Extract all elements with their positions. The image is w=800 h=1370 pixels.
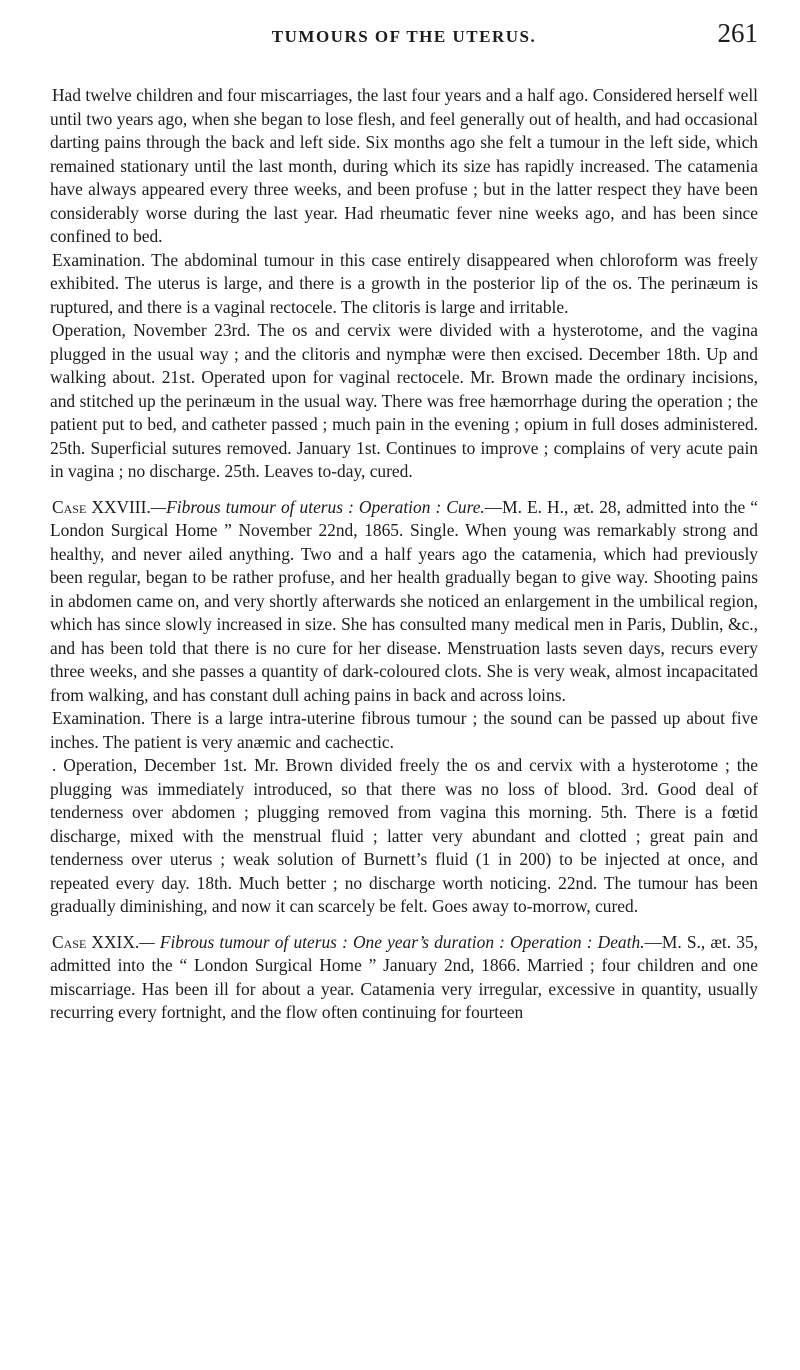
body-text xyxy=(50,84,758,1025)
running-header xyxy=(50,0,758,50)
running-title: TUMOURS OF THE UTERUS. xyxy=(271,27,537,46)
case-28-intro: —M. E. H., æt. 28, admitted into the “ London Surgical Home ” November 22nd, 1865. Single. When young was remarkably strong and healthy, and never ailed anything. Two and a half years ago the catamenia, which had previously been regular, began to be rather profuse, and her health gradually began to give way. Shooting pains in abdomen came on, and very shortly afterwards she noticed an enlargement in the umbilical region, which has since slowly increased in size. She has consulted many medical men in Paris, Dublin, &c., and has been told that there is no cure for her disease. Menstruation lasts seven days, recurs every three weeks, and she passes a quantity of dark-coloured clots. She is very weak, almost incapacitated from walking, and has constant dull aching pains in back and across loins. xyxy=(50,496,758,705)
case-28-examination: Examination. There is a large intra-uterine fibrous tumour ; the sound can be passed up about five inches. The patient is very anæmic and cachectic. xyxy=(50,708,758,752)
case-29-heading-paragraph xyxy=(50,931,758,1025)
case-29-intro: —M. S., æt. 35, admitted into the “ London Surgical Home ” January 2nd, 1866. Married ; four children and one miscarriage. Has been ill for about a year. Catamenia very irregular, excessive in quantity, usually recurring every fortnight, and the flow often continuing for fourteen xyxy=(50,931,758,1022)
paragraph-operation: Operation, November 23rd. The os and cervix were divided with a hysterotome, and the vagina plugged in the usual way ; and the clitoris and nymphæ were then excised. December 18th. Up and walking about. 21st. Operated upon for vaginal rectocele. Mr. Brown made the ordinary incisions, and stitched up the perinæum in the usual way. There was free hæmorrhage during the operation ; the patient put to bed, and catheter passed ; much pain in the evening ; opium in full doses administered. 25th. Superficial sutures removed. January 1st. Continues to improve ; complains of very acute pain in vagina ; no discharge. 25th. Leaves to-day, cured. xyxy=(50,320,758,481)
case-28-title: —Fibrous tumour of uterus : Operation : Cure. xyxy=(150,496,485,517)
paragraph-history: Had twelve children and four miscarriages, the last four years and a half ago. Considered herself well until two years ago, when she began to lose flesh, and feel generally out of health, and had occasional darting pains through the back and left side. Six months ago she felt a tumour in the left side, which remained stationary until the last month, during which its size has rapidly increased. The catamenia have always appeared every three weeks, and been profuse ; but in the latter respect they have been considerably worse during the last year. Had rheumatic fever nine weeks ago, and has been since confined to bed. xyxy=(50,85,758,246)
paragraph-examination: Examination. The abdominal tumour in this case entirely disappeared when chloroform was freely exhibited. The uterus is large, and there is a growth in the posterior lip of the os. The perinæum is ruptured, and there is a vaginal rectocele. The clitoris is large and irritable. xyxy=(50,249,758,317)
case-28-heading-paragraph xyxy=(50,496,758,708)
case-28-operation: . Operation, December 1st. Mr. Brown divided freely the os and cervix with a hysterotome ; the plugging was immediately introduced, so that there was no loss of blood. 3rd. Good deal of tenderness over abdomen ; plugging removed from vagina this morning. 5th. There is a fœtid discharge, mixed with the menstrual fluid ; latter very abundant and clotted ; great pain and tenderness over uterus ; weak solution of Burnett’s fluid (1 in 200) to be injected at once, and repeated every day. 18th. Much better ; no discharge worth noticing. 22nd. The tumour has been gradually diminishing, and now it can scarcely be felt. Goes away to-morrow, cured. xyxy=(50,755,758,916)
case-29-title: — Fibrous tumour of uterus : One year’s duration : Operation : Death. xyxy=(139,931,645,952)
case-28-number: Case XXVIII. xyxy=(52,496,151,517)
book-page xyxy=(50,0,758,1025)
case-29-number: Case XXIX. xyxy=(52,931,140,952)
page-number: 261 xyxy=(717,18,758,48)
